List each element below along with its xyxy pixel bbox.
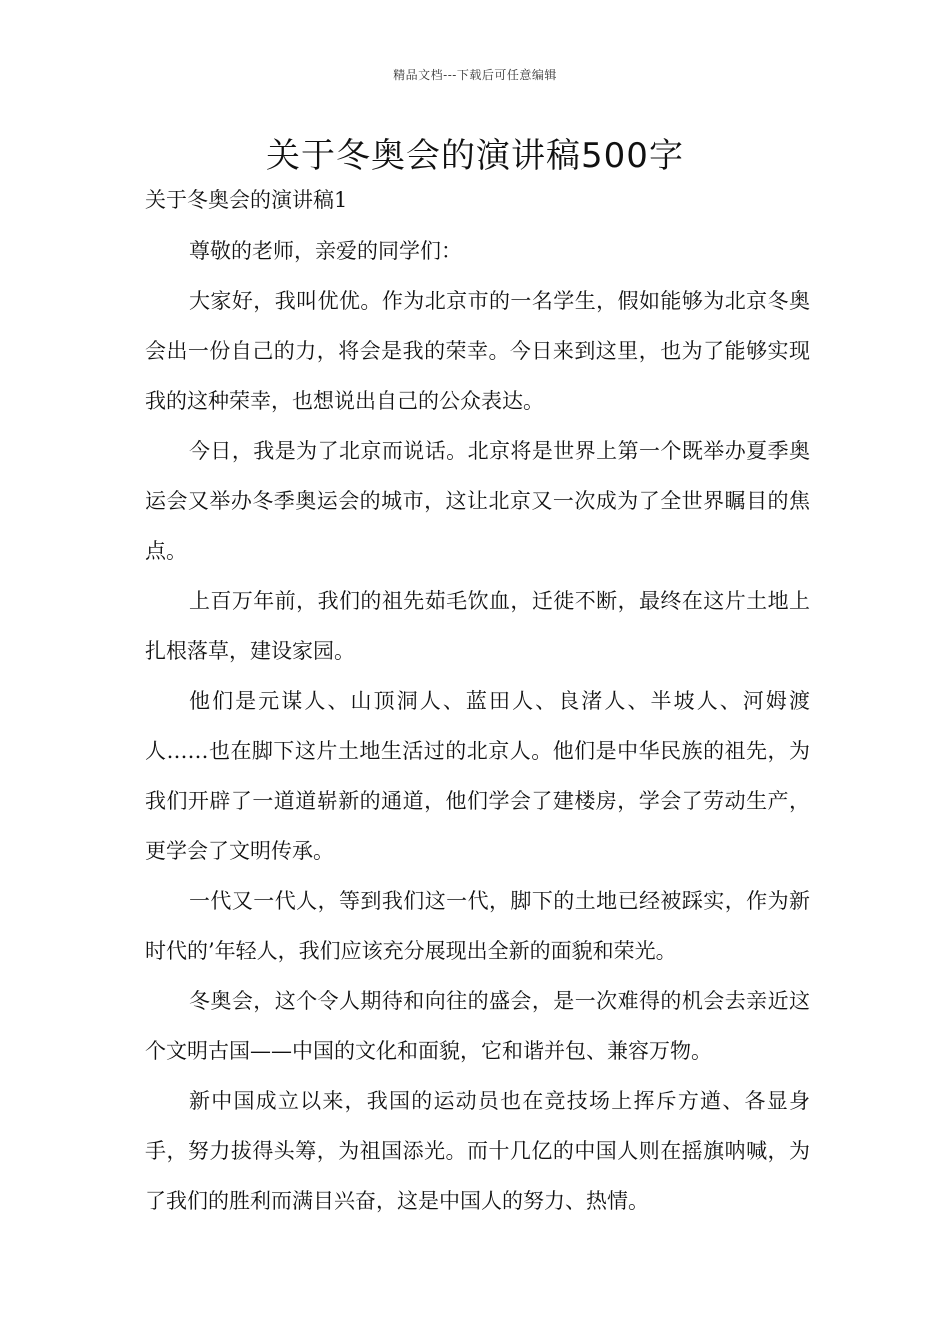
document-title: 关于冬奥会的演讲稿500字 [266, 136, 684, 176]
paragraph: 大家好，我叫优优。作为北京市的一名学生，假如能够为北京冬奥会出一份自己的力，将会是我的荣幸。今日来到这里，也为了能够实现我的这种荣幸，也想说出自己的公众表达。 [145, 289, 810, 413]
document-body [145, 226, 810, 1226]
header-note: 精品文档---下载后可任意编辑 [393, 68, 557, 82]
paragraph: 新中国成立以来，我国的运动员也在竞技场上挥斥方遒、各显身手，努力拔得头筹，为祖国添光。而十几亿的中国人则在摇旗呐喊，为了我们的胜利而满目兴奋，这是中国人的努力、热情。 [145, 1089, 810, 1213]
document-subtitle: 关于冬奥会的演讲稿1 [145, 188, 348, 212]
paragraph: 他们是元谋人、山顶洞人、蓝田人、良渚人、半坡人、河姆渡人……也在脚下这片土地生活过的北京人。他们是中华民族的祖先，为我们开辟了一道道崭新的通道，他们学会了建楼房，学会了劳动生产，更学会了文明传承。 [145, 689, 810, 863]
paragraph-greeting: 尊敬的老师，亲爱的同学们： [189, 239, 462, 263]
paragraph: 一代又一代人，等到我们这一代，脚下的土地已经被踩实，作为新时代的’年轻人，我们应该充分展现出全新的面貌和荣光。 [145, 889, 810, 963]
paragraph: 上百万年前，我们的祖先茹毛饮血，迁徙不断，最终在这片土地上扎根落草，建设家园。 [145, 589, 810, 663]
paragraph: 冬奥会，这个令人期待和向往的盛会，是一次难得的机会去亲近这个文明古国——中国的文化和面貌，它和谐并包、兼容万物。 [145, 989, 810, 1063]
paragraph: 今日，我是为了北京而说话。北京将是世界上第一个既举办夏季奥运会又举办冬季奥运会的城市，这让北京又一次成为了全世界瞩目的焦点。 [145, 439, 810, 563]
